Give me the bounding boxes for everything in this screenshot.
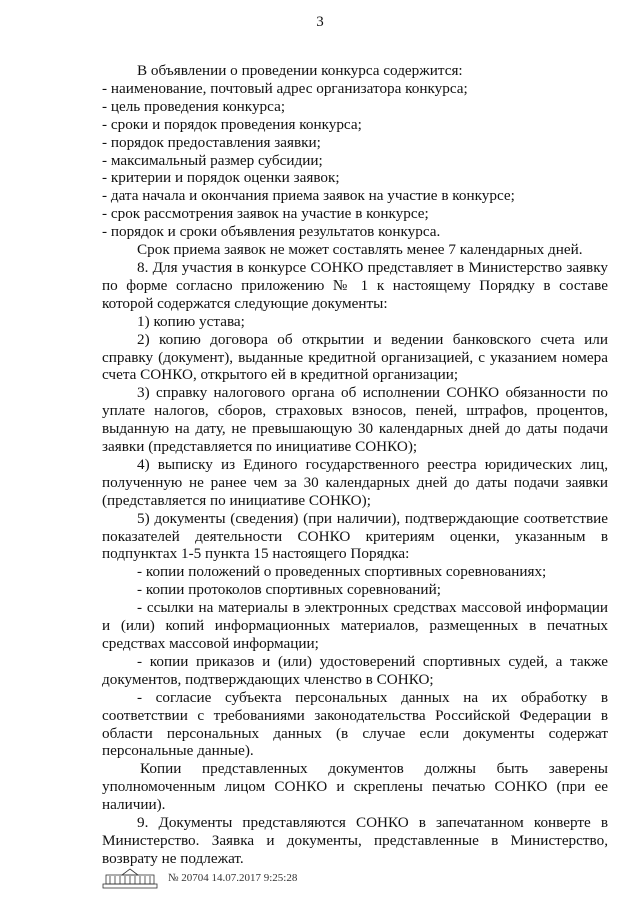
clause-9: 9. Документы представляются СОНКО в запечатанном конверте в Министерство. Заявка и документы, представленные в Министерство, возврату не подлежат. bbox=[102, 814, 608, 867]
list-item: - максимальный размер субсидии; bbox=[102, 151, 323, 169]
subitem-3: 3) справку налогового органа об исполнении СОНКО обязанности по уплате налогов, сборов, страховых взносов, пеней, штрафов, процентов, выданную на дату, не превышающую 30 календарных дней до даты подачи заявки (представляется по инициативе СОНКО); bbox=[102, 384, 608, 456]
document-body bbox=[102, 62, 608, 868]
list-item: - дата начала и окончания приема заявок на участие в конкурсе; bbox=[102, 187, 515, 205]
deadline-paragraph: Срок приема заявок не может составлять менее 7 календарных дней. bbox=[137, 241, 583, 259]
list-item: - согласие субъекта персональных данных на их обработку в соответствии с требованиями законодательства Российской Федерации в области персональных данных (в случае если документы содержат персональные данные). bbox=[102, 688, 608, 760]
registration-stamp: № 20704 14.07.2017 9:25:28 bbox=[168, 872, 298, 884]
page-number: 3 bbox=[316, 14, 324, 30]
list-item: - порядок предоставления заявки; bbox=[102, 133, 321, 151]
subitem-2: 2) копию договора об открытии и ведении банковского счета или справку (документ), выданные кредитной организацией, с указанием номера счета СОНКО, открытого ей в кредитной организации; bbox=[102, 330, 608, 384]
list-item: - срок рассмотрения заявок на участие в конкурсе; bbox=[102, 205, 429, 223]
list-item: - наименование, почтовый адрес организатора конкурса; bbox=[102, 79, 468, 97]
list-item: - копии протоколов спортивных соревнований; bbox=[137, 581, 441, 599]
announcement-intro: В объявлении о проведении конкурса содержится: bbox=[137, 62, 463, 79]
subitem-5: 5) документы (сведения) (при наличии), подтверждающие соответствие показателей деятельности СОНКО критериям оценки, указанным в подпунктах 1-5 пункта 15 настоящего Порядка: bbox=[102, 509, 608, 563]
list-item: - копии приказов и (или) удостоверений спортивных судей, а также документов, подтверждающих членство в СОНКО; bbox=[102, 652, 608, 688]
footer bbox=[102, 866, 502, 890]
list-item: - критерии и порядок оценки заявок; bbox=[102, 169, 340, 187]
subitem-1: 1) копию устава; bbox=[137, 312, 245, 330]
building-seal-icon bbox=[102, 867, 158, 889]
list-item: - порядок и сроки объявления результатов конкурса. bbox=[102, 223, 441, 241]
list-item: - ссылки на материалы в электронных средствах массовой информации и (или) копий информационных материалов, размещенных в печатных средствах массовой информации; bbox=[102, 599, 608, 652]
clause-8: 8. Для участия в конкурсе СОНКО представляет в Министерство заявку по форме согласно приложению № 1 к настоящему Порядку в составе которой содержатся следующие документы: bbox=[102, 258, 608, 312]
list-item: - цель проведения конкурса; bbox=[102, 97, 286, 115]
list-item: - копии положений о проведенных спортивных соревнованиях; bbox=[137, 563, 547, 581]
list-item: - сроки и порядок проведения конкурса; bbox=[102, 115, 362, 133]
copies-certification: Копии представленных документов должны быть заверены уполномоченным лицом СОНКО и скреплены печатью СОНКО (при ее наличии). bbox=[102, 760, 608, 814]
subitem-4: 4) выписку из Единого государственного реестра юридических лиц, полученную не ранее чем за 30 календарных дней до даты подачи заявки (представляется по инициативе СОНКО); bbox=[102, 455, 608, 509]
